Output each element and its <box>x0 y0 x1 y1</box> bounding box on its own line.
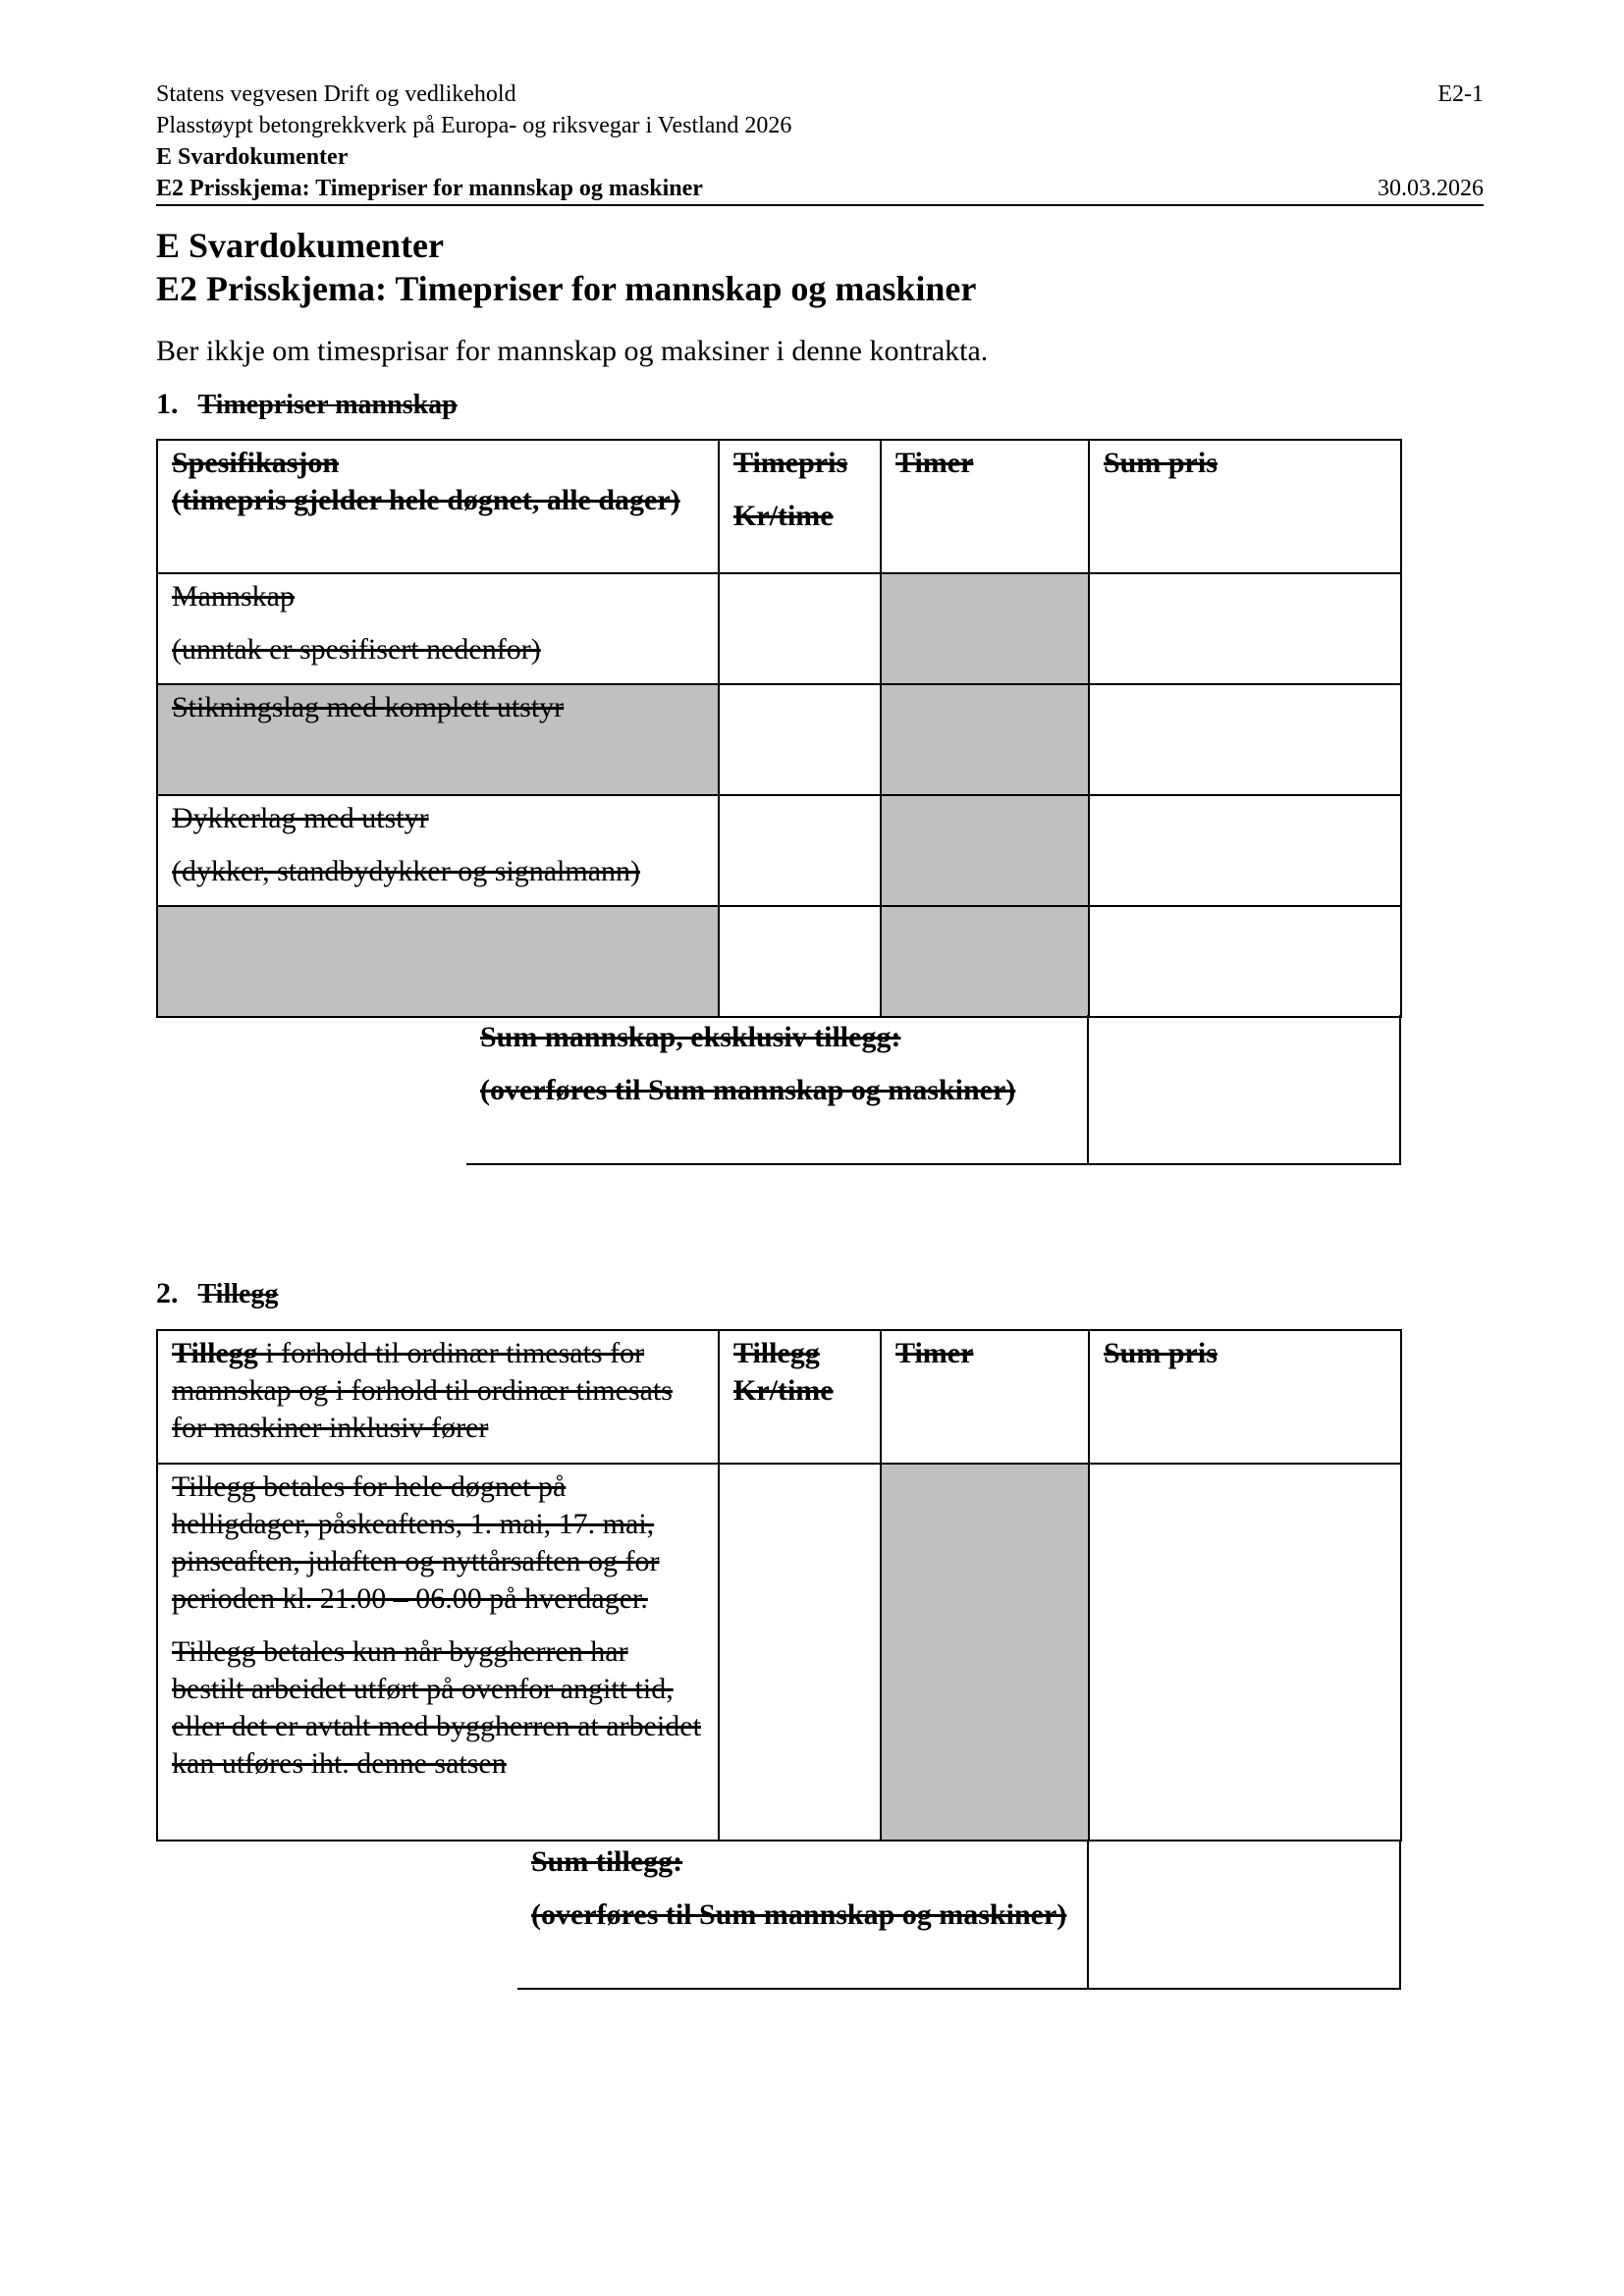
hours-cell-shaded <box>881 684 1089 795</box>
sum-cell[interactable] <box>1089 795 1401 906</box>
col-header-tillegg-spec: Tillegg i forhold til ordinær timesats for mannskap og i forhold til ordinær timesats for maskiner inklusiv fører <box>157 1330 719 1464</box>
section-1-title: Timepriser mannskap <box>197 390 458 420</box>
table-header-row <box>157 1330 1401 1464</box>
hours-cell-shaded <box>881 795 1089 906</box>
sum-tillegg-value[interactable] <box>1088 1840 1400 1989</box>
col-header-sum: Sum pris <box>1089 1330 1401 1464</box>
sum-tillegg-block <box>517 1840 1401 1990</box>
sum-mannskap-value[interactable] <box>1088 1015 1400 1164</box>
header-page-code: E2-1 <box>1437 81 1484 107</box>
section-1-number: 1. <box>156 388 179 420</box>
sum-mannskap-block <box>466 1015 1401 1165</box>
sum-tillegg-label: Sum tillegg: (overføres til Sum mannskap og maskiner) <box>517 1840 1088 1989</box>
sum-cell[interactable] <box>1089 684 1401 795</box>
hours-cell-shaded <box>881 1464 1089 1841</box>
title-line-2: E2 Prisskjema: Timepriser for mannskap og maskiner <box>156 269 977 308</box>
header-project: Plasstøypt betongrekkverk på Europa- og riksvegar i Vestland 2026 <box>156 113 792 138</box>
col-header-price: Timepris Kr/time <box>719 440 881 573</box>
price-cell[interactable] <box>719 1464 881 1841</box>
col-header-hours: Timer <box>881 1330 1089 1464</box>
table-row <box>157 906 1401 1017</box>
section-2-title: Tillegg <box>197 1279 279 1309</box>
sum-mannskap-label: Sum mannskap, eksklusiv tillegg: (overføres til Sum mannskap og maskiner) <box>466 1015 1088 1164</box>
sum-cell[interactable] <box>1089 906 1401 1017</box>
row-spec-stikningslag: Stikningslag med komplett utstyr <box>157 684 719 795</box>
row-spec-mannskap: Mannskap (unntak er spesifisert nedenfor) <box>157 573 719 684</box>
section-1-heading <box>156 385 458 425</box>
price-cell[interactable] <box>719 906 881 1017</box>
table-row <box>157 573 1401 684</box>
col-header-sum: Sum pris <box>1089 440 1401 573</box>
header-date: 30.03.2026 <box>1378 176 1484 201</box>
title-line-1: E Svardokumenter <box>156 226 445 265</box>
page-header <box>156 79 1484 204</box>
sum-cell[interactable] <box>1089 573 1401 684</box>
table-row <box>157 795 1401 906</box>
section-2-number: 2. <box>156 1277 179 1309</box>
section-2-heading <box>156 1274 278 1314</box>
row-spec-dykkerlag: Dykkerlag med utstyr (dykker, standbydykker og signalmann) <box>157 795 719 906</box>
row-spec-empty <box>157 906 719 1017</box>
document-title <box>156 224 976 310</box>
header-section: E Svardokumenter <box>156 144 349 170</box>
hours-cell-shaded <box>881 906 1089 1017</box>
table-header-row <box>157 440 1401 573</box>
col-header-hours: Timer <box>881 440 1089 573</box>
price-cell[interactable] <box>719 795 881 906</box>
header-divider <box>156 204 1484 206</box>
row-spec-tillegg: Tillegg betales for hele døgnet på helligdager, påskeaftens, 1. mai, 17. mai, pinseaften, julaften og nyttårsaften og for perioden kl. 21.00 – 06.00 på hverdager. Tillegg betales kun når byggherren har bestilt arbeidet utført på ovenfor angitt tid, eller det er avtalt med byggherren at arbeidet kan utføres iht. denne satsen <box>157 1464 719 1841</box>
table-row <box>157 684 1401 795</box>
table-tillegg <box>156 1329 1402 1842</box>
hours-cell-shaded <box>881 573 1089 684</box>
header-org: Statens vegvesen Drift og vedlikehold <box>156 81 516 107</box>
table-row <box>157 1464 1401 1841</box>
intro-text: Ber ikkje om timesprisar for mannskap og maksiner i denne kontrakta. <box>156 335 989 367</box>
sum-cell[interactable] <box>1089 1464 1401 1841</box>
price-cell[interactable] <box>719 573 881 684</box>
price-cell[interactable] <box>719 684 881 795</box>
table-timepriser-mannskap <box>156 439 1402 1018</box>
header-subsection: E2 Prisskjema: Timepriser for mannskap og maskiner <box>156 176 703 201</box>
col-header-spec: Spesifikasjon (timepris gjelder hele døgnet, alle dager) <box>157 440 719 573</box>
col-header-tillegg-price: Tillegg Kr/time <box>719 1330 881 1464</box>
